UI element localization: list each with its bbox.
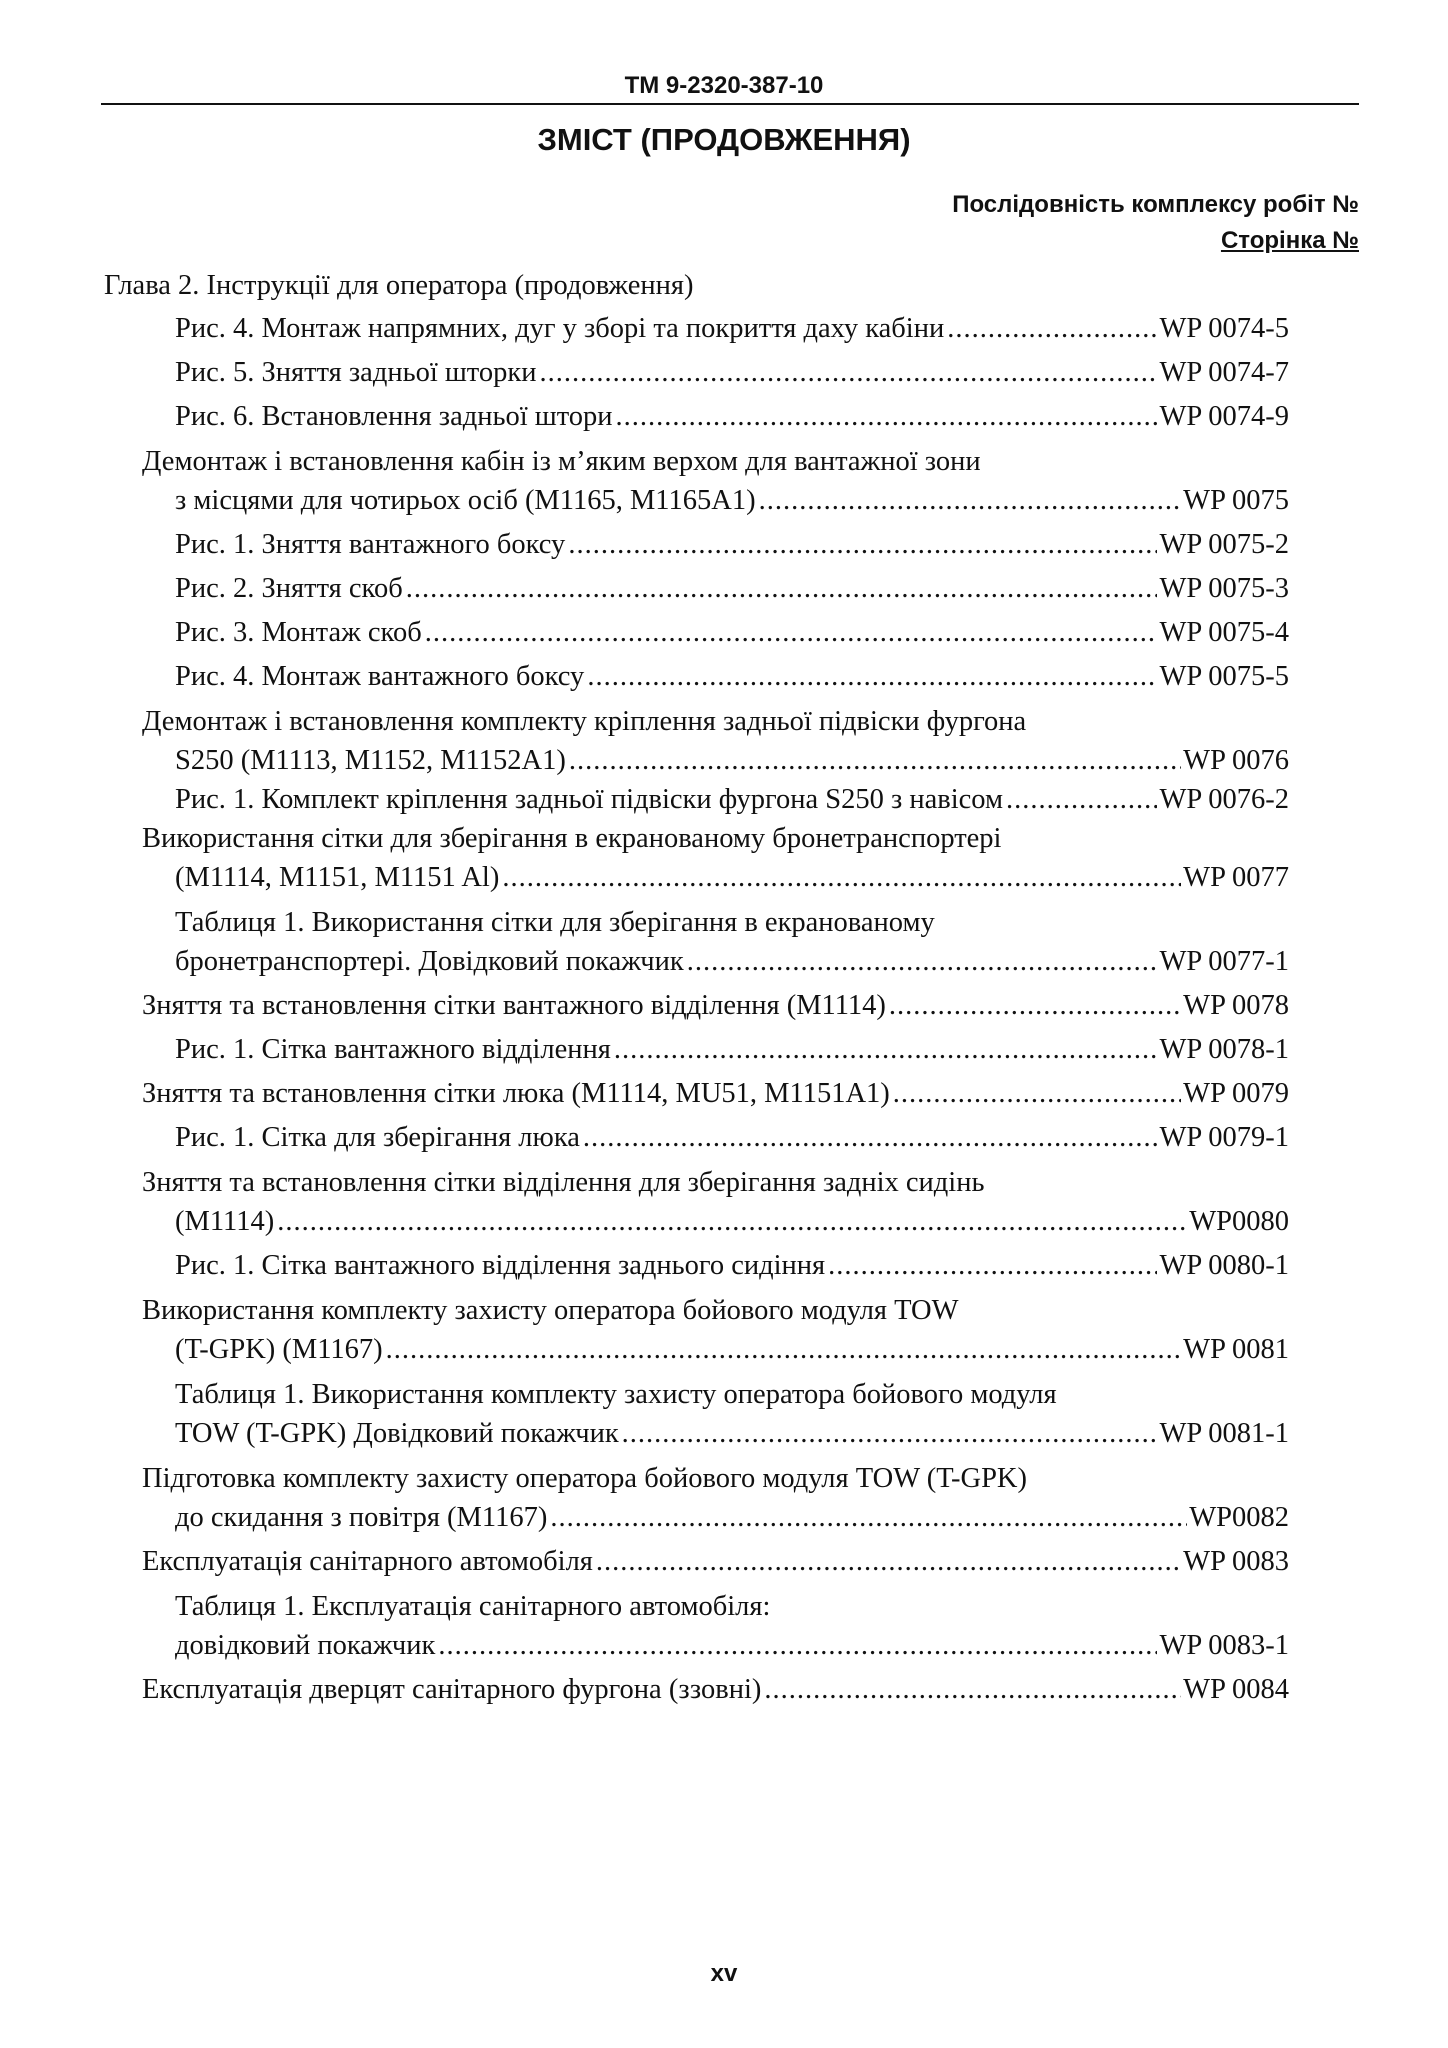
toc-entry-text: Зняття та встановлення сітки люка (M1114, MU51, M1151A1) xyxy=(142,1078,890,1109)
leader-dots xyxy=(616,398,1158,436)
toc-entry-page: WP 0079-1 xyxy=(1159,1122,1289,1153)
leader-dots xyxy=(425,614,1158,652)
leader-dots xyxy=(569,742,1181,780)
toc-entry-line-1 xyxy=(175,1588,770,1626)
toc-entry[interactable] xyxy=(142,1543,1289,1581)
page-number: xv xyxy=(710,1960,738,1987)
document-id: TM 9-2320-387-10 xyxy=(624,72,824,99)
leader-dots xyxy=(539,354,1157,392)
toc-entry-text: Рис. 3. Монтаж скоб xyxy=(175,617,422,648)
toc-entry-page: WP 0075-3 xyxy=(1159,573,1289,604)
toc-entry-page: WP 0081 xyxy=(1183,1334,1289,1365)
toc-entry[interactable] xyxy=(175,1247,1289,1285)
toc-entry[interactable] xyxy=(142,987,1289,1025)
toc-entry-text: Таблиця 1. Використання комплекту захисту оператора бойового модуля xyxy=(175,1379,1057,1410)
toc-entry[interactable] xyxy=(142,1075,1289,1113)
toc-entry-text: Рис. 2. Зняття скоб xyxy=(175,573,403,604)
toc-entry-text: Таблиця 1. Використання сітки для зберігання в екранованому xyxy=(175,907,935,938)
toc-entry[interactable] xyxy=(175,1031,1289,1069)
toc-entry-text: до скидання з повітря (M1167) xyxy=(175,1502,548,1533)
toc-entry-text: Рис. 5. Зняття задньої шторки xyxy=(175,357,537,388)
toc-entry[interactable] xyxy=(175,1203,1289,1241)
column-header-sequence: Послідовність комплексу робіт № xyxy=(952,191,1359,218)
toc-entry-text: Рис. 1. Зняття вантажного боксу xyxy=(175,529,566,560)
toc-chapter-heading xyxy=(104,267,693,305)
toc-entry-line-1 xyxy=(142,703,1026,741)
toc-entry[interactable] xyxy=(175,1627,1289,1665)
toc-entry-page: WP 0075-5 xyxy=(1159,661,1289,692)
toc-entry-line-1 xyxy=(142,1460,1027,1498)
toc-entry[interactable] xyxy=(175,1415,1289,1453)
toc-entry[interactable] xyxy=(175,310,1289,348)
leader-dots xyxy=(759,482,1182,520)
toc-entry-page: WP0082 xyxy=(1189,1502,1289,1533)
toc-entry-page: WP 0077 xyxy=(1183,862,1289,893)
leader-dots xyxy=(550,1499,1187,1537)
toc-entry-text: Рис. 6. Встановлення задньої штори xyxy=(175,401,613,432)
toc-entry-page: WP 0078 xyxy=(1183,990,1289,1021)
toc-entry-text: Зняття та встановлення сітки вантажного відділення (M1114) xyxy=(142,990,886,1021)
toc-entry[interactable] xyxy=(175,570,1289,608)
toc-entry-line-1 xyxy=(142,1164,984,1202)
toc-entry-text: довідковий покажчик xyxy=(175,1630,436,1661)
leader-dots xyxy=(596,1543,1181,1581)
toc-entry[interactable] xyxy=(175,859,1289,897)
toc-entry-text: (M1114, M1151, M1151 Al) xyxy=(175,862,500,893)
toc-entry-page: WP 0083 xyxy=(1183,1546,1289,1577)
toc-entry[interactable] xyxy=(175,658,1289,696)
toc-entry[interactable] xyxy=(175,943,1289,981)
leader-dots xyxy=(406,570,1158,608)
toc-entry[interactable] xyxy=(175,398,1289,436)
toc-entry[interactable] xyxy=(175,354,1289,392)
leader-dots xyxy=(893,1075,1181,1113)
toc-entry-page: WP 0083-1 xyxy=(1159,1630,1289,1661)
toc-entry-text: Таблиця 1. Експлуатація санітарного автомобіля: xyxy=(175,1591,771,1622)
toc-entry-text: бронетранспортері. Довідковий покажчик xyxy=(175,946,684,977)
toc-entry-page: WP 0075-2 xyxy=(1159,529,1289,560)
page-title: ЗМІСТ (ПРОДОВЖЕННЯ) xyxy=(537,122,911,157)
header-rule xyxy=(101,103,1359,105)
leader-dots xyxy=(614,1031,1158,1069)
toc-entry-line-1 xyxy=(142,1292,959,1330)
toc-entry-page: WP 0084 xyxy=(1183,1674,1289,1705)
toc-entry-line-1 xyxy=(142,443,981,481)
toc-entry-text: з місцями для чотирьох осіб (M1165, M1165A1) xyxy=(175,485,756,516)
toc-entry[interactable] xyxy=(175,614,1289,652)
toc-entry-page: WP 0076 xyxy=(1183,745,1289,776)
toc-entry-page: WP 0074-9 xyxy=(1159,401,1289,432)
toc-entry-page: WP 0074-7 xyxy=(1159,357,1289,388)
toc-entry-text: Демонтаж і встановлення кабін із м’яким верхом для вантажної зони xyxy=(142,446,981,477)
toc-entry-line-1 xyxy=(175,904,935,942)
toc-entry-text: Рис. 1. Сітка для зберігання люка xyxy=(175,1122,580,1153)
leader-dots xyxy=(1006,781,1157,819)
toc-entry-text: Рис. 1. Сітка вантажного відділення заднього сидіння xyxy=(175,1250,826,1281)
toc-entry[interactable] xyxy=(175,1119,1289,1157)
leader-dots xyxy=(889,987,1181,1025)
toc-entry-line-1 xyxy=(175,1376,1057,1414)
toc-entry-text: (T-GPK) (M1167) xyxy=(175,1334,383,1365)
toc-entry-text: Експлуатація дверцят санітарного фургона (ззовні) xyxy=(142,1674,762,1705)
toc-entry-text: TOW (T-GPK) Довідковий покажчик xyxy=(175,1418,619,1449)
toc-entry-text: Використання комплекту захисту оператора бойового модуля TOW xyxy=(142,1295,959,1326)
toc-entry-text: Підготовка комплекту захисту оператора бойового модуля TOW (T-GPK) xyxy=(142,1463,1028,1494)
toc-entry-page: WP 0078-1 xyxy=(1159,1034,1289,1065)
leader-dots xyxy=(583,1119,1158,1157)
toc-entry-page: WP0080 xyxy=(1189,1206,1289,1237)
toc-entry[interactable] xyxy=(175,781,1289,819)
toc-entry-text: Використання сітки для зберігання в екранованому бронетранспортері xyxy=(142,823,1002,854)
leader-dots xyxy=(568,526,1157,564)
leader-dots xyxy=(687,943,1158,981)
toc-entry-page: WP 0076-2 xyxy=(1159,784,1289,815)
toc-entry-text: Демонтаж і встановлення комплекту кріплення задньої підвіски фургона xyxy=(142,706,1027,737)
toc-entry[interactable] xyxy=(175,742,1289,780)
toc-entry-page: WP 0077-1 xyxy=(1159,946,1289,977)
leader-dots xyxy=(277,1203,1187,1241)
toc-entry-page: WP 0075 xyxy=(1183,485,1289,516)
column-header-page: Сторінка № xyxy=(1220,227,1359,254)
toc-entry-text: (M1114) xyxy=(175,1206,275,1237)
leader-dots xyxy=(947,310,1157,348)
toc-entry-page: WP 0074-5 xyxy=(1159,313,1289,344)
toc-entry[interactable] xyxy=(175,482,1289,520)
toc-entry-text: Рис. 4. Монтаж вантажного боксу xyxy=(175,661,585,692)
toc-entry-text: Рис. 1. Комплект кріплення задньої підвіски фургона S250 з навісом xyxy=(175,784,1004,815)
leader-dots xyxy=(828,1247,1157,1285)
leader-dots xyxy=(502,859,1181,897)
toc-entry[interactable] xyxy=(175,1331,1289,1369)
toc-entry[interactable] xyxy=(142,1671,1289,1709)
toc-entry[interactable] xyxy=(175,526,1289,564)
toc-entry-text: Рис. 4. Монтаж напрямних, дуг у зборі та покриття даху кабіни xyxy=(175,313,945,344)
toc-entry-text: Експлуатація санітарного автомобіля xyxy=(142,1546,593,1577)
toc-entry-page: WP 0081-1 xyxy=(1159,1418,1289,1449)
toc-entry-page: WP 0079 xyxy=(1183,1078,1289,1109)
leader-dots xyxy=(587,658,1157,696)
leader-dots xyxy=(386,1331,1182,1369)
leader-dots xyxy=(622,1415,1158,1453)
toc-entry-text: Глава 2. Інструкції для оператора (продовження) xyxy=(104,270,694,301)
leader-dots xyxy=(764,1671,1181,1709)
toc-entry-page: WP 0075-4 xyxy=(1159,617,1289,648)
toc-entry-text: S250 (M1113, M1152, M1152A1) xyxy=(175,745,566,776)
toc-entry-line-1 xyxy=(142,820,1001,858)
leader-dots xyxy=(438,1627,1157,1665)
toc-entry-text: Рис. 1. Сітка вантажного відділення xyxy=(175,1034,611,1065)
toc-entry[interactable] xyxy=(175,1499,1289,1537)
toc-entry-page: WP 0080-1 xyxy=(1159,1250,1289,1281)
toc-entry-text: Зняття та встановлення сітки відділення для зберігання задніх сидінь xyxy=(142,1167,985,1198)
